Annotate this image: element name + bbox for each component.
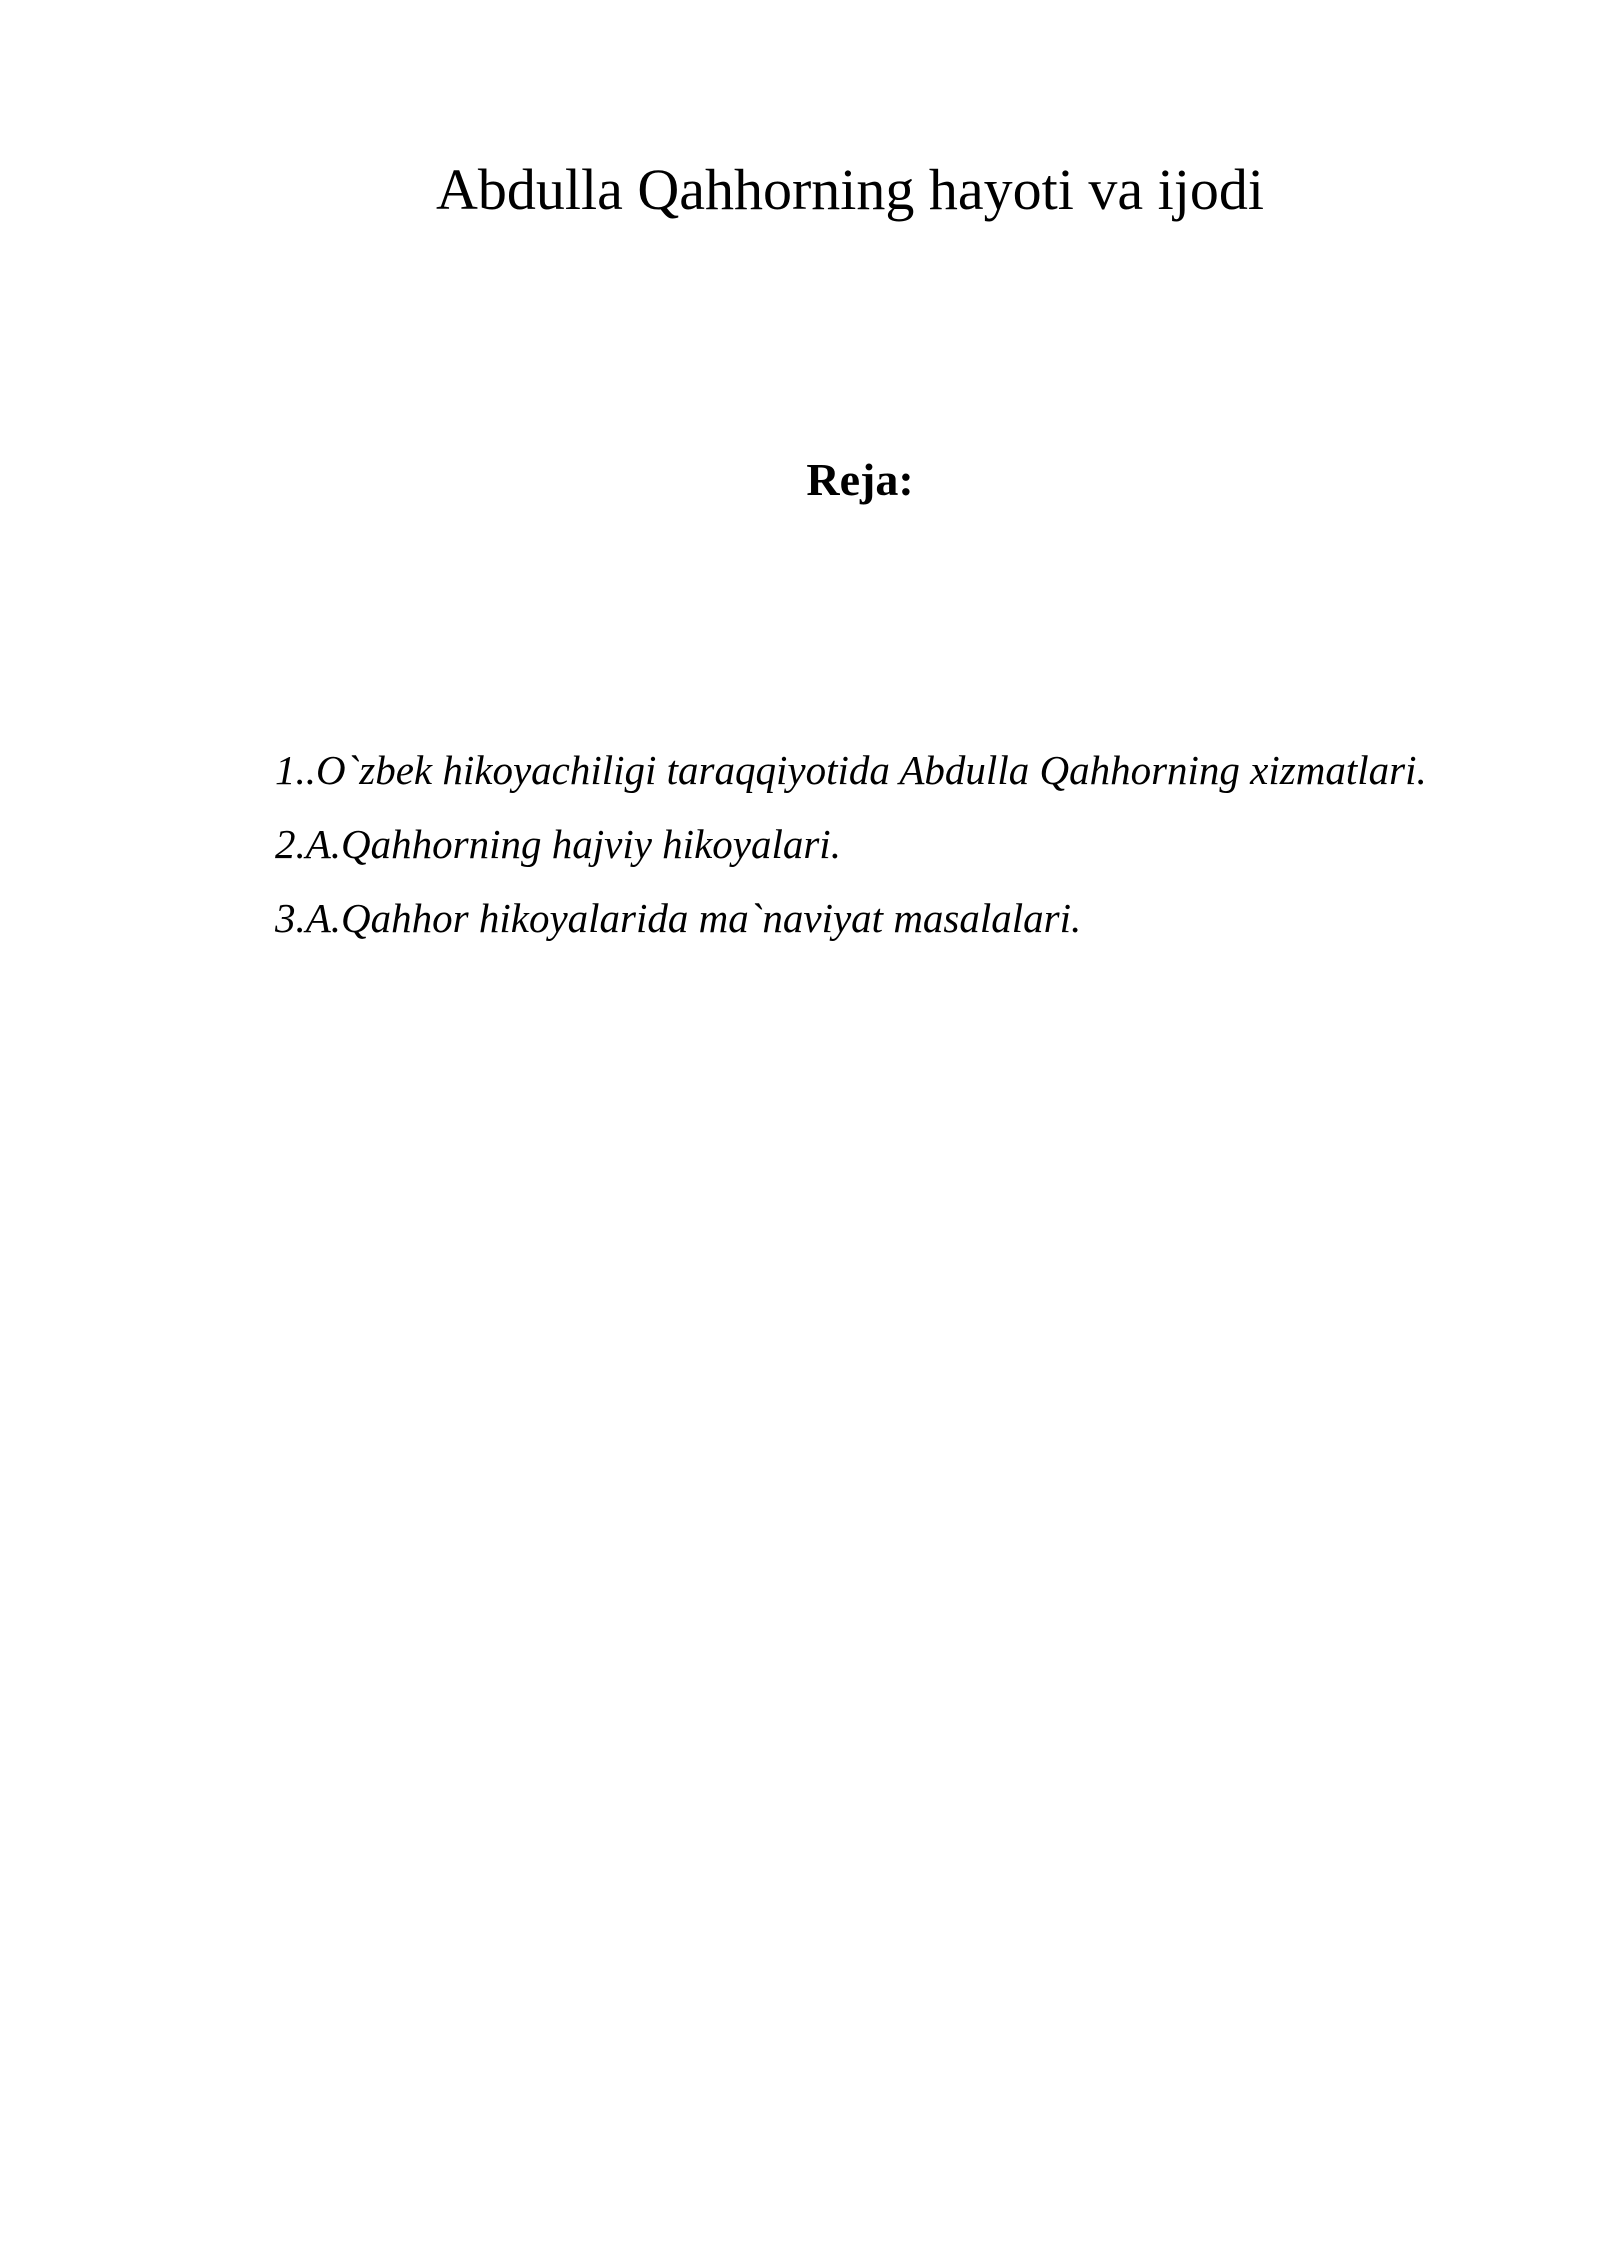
plan-list <box>275 733 1427 955</box>
plan-item-1: 1..O`zbek hikoyachiligi taraqqiyotida Abdulla Qahhorning xizmatlari. <box>275 747 1427 793</box>
plan-heading: Reja: <box>806 454 914 505</box>
plan-item-3: 3.A.Qahhor hikoyalarida ma`naviyat masalalari. <box>275 895 1082 941</box>
document-title: Abdulla Qahhorning hayoti va ijodi <box>436 157 1264 222</box>
plan-item-2: 2.A.Qahhorning hajviy hikoyalari. <box>275 821 841 867</box>
